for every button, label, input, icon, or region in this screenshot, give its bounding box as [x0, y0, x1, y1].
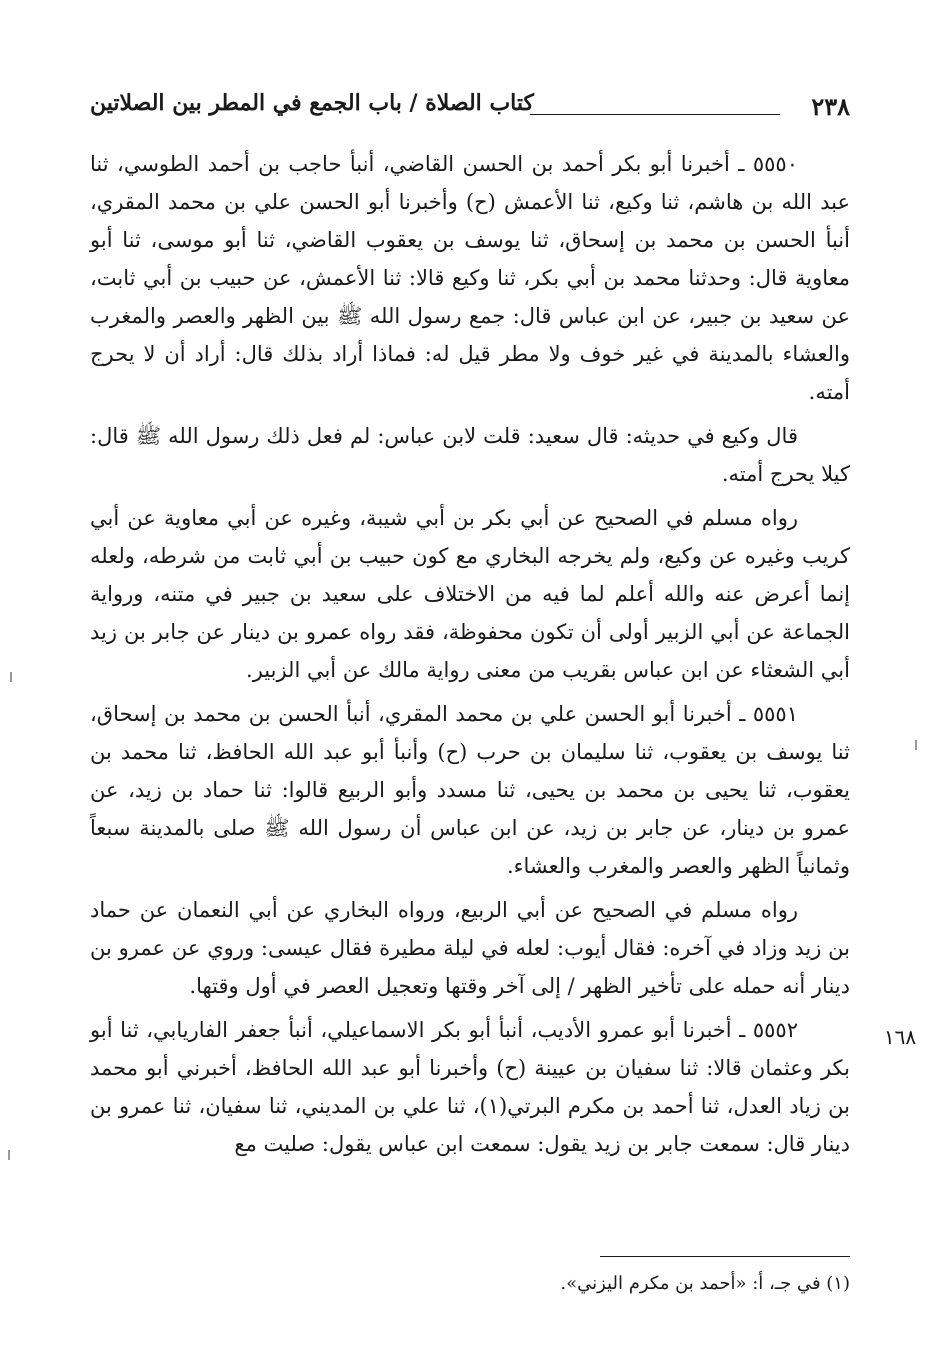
waki-commentary: قال وكيع في حديثه: قال سعيد: قلت لابن عباس: لم فعل ذلك رسول الله ﷺ قال: كيلا يحرج أمته. — [90, 424, 850, 486]
bukhari-narration-note: رواه مسلم في الصحيح عن أبي الربيع، ورواه البخاري عن أبي النعمان عن حماد بن زيد وزاد في آخره: فقال أيوب: لعله في ليلة مطيرة فقال عيسى: وروي عن عمرو بن دينار أنه حمله على تأخير الظهر / إلى آخر وقتها وتعجيل العصر في أول وقتها. — [90, 898, 850, 998]
page-body — [90, 145, 850, 1169]
footnote: (١) في جـ، أ: «أحمد بن مكرم اليزني». — [560, 1273, 850, 1294]
scan-speck — [10, 672, 12, 682]
margin-page-reference: ١٦٨ — [883, 1025, 917, 1049]
hadith-5552: ٥٥٥٢ ـ أخبرنا أبو عمرو الأديب، أنبأ أبو بكر الاسماعيلي، أنبأ جعفر الفاريابي، ثنا أبو بكر وعثمان قالا: ثنا سفيان بن عيينة (ح) وأخبرنا أبو عبد الله الحافظ، أخبرني أبو محمد بن زياد العدل، ثنا أحمد بن مكرم البرتي(١)، ثنا علي بن المديني، ثنا سفيان، ثنا عمرو بن دينار قال: سمعت جابر بن زيد يقول: سمعت ابن عباس يقول: صليت مع — [90, 1018, 850, 1156]
footnote-rule — [600, 1256, 850, 1257]
hadith-5551: ٥٥٥١ ـ أخبرنا أبو الحسن علي بن محمد المقري، أنبأ الحسن بن محمد بن إسحاق، ثنا يوسف بن يعقوب، ثنا سليمان بن حرب (ح) وأنبأ أبو عبد الله الحافظ، ثنا محمد بن يعقوب، ثنا يحيى بن محمد بن يحيى، ثنا مسدد وأبو الربيع قالوا: ثنا حماد بن زيد، عن عمرو بن دينار، عن جابر بن زيد، عن ابن عباس أن رسول الله ﷺ صلى بالمدينة سبعاً وثمانياً الظهر والعصر والمغرب والعشاء. — [90, 702, 850, 878]
hadith-5550: ٥٥٥٠ ـ أخبرنا أبو بكر أحمد بن الحسن القاضي، أنبأ حاجب بن أحمد الطوسي، ثنا عبد الله بن هاشم، ثنا وكيع، ثنا الأعمش (ح) وأخبرنا أبو الحسن علي بن محمد المقري، أنبأ الحسن بن محمد بن إسحاق، ثنا يوسف بن يعقوب القاضي، ثنا أبو موسى، ثنا أبو معاوية قال: وحدثنا محمد بن أبي بكر، ثنا وكيع قالا: ثنا الأعمش، عن حبيب بن أبي ثابت، عن سعيد بن جبير، عن ابن عباس قال: جمع رسول الله ﷺ بين الظهر والعصر والمغرب والعشاء بالمدينة في غير خوف ولا مطر قيل له: فماذا أراد بذلك قال: أراد أن لا يحرج أمته. — [90, 152, 850, 404]
running-title: كتاب الصلاة / باب الجمع في المطر بين الصلاتين — [90, 90, 534, 116]
muslim-narration-note: رواه مسلم في الصحيح عن أبي بكر بن أبي شيبة، وغيره عن أبي معاوية عن أبي كريب وغيره عن وكيع، ولم يخرجه البخاري مع كون حبيب بن أبي ثابت من شرطه، ولعله إنما أعرض عنه والله أعلم لما فيه من الاختلاف على سعيد بن جبير في متنه، ورواية الجماعة عن أبي الزبير أولى أن تكون محفوظة، فقد رواه عمرو بن دينار عن جابر بن زيد أبي الشعثاء عن ابن عباس بقريب من معنى رواية مالك عن أبي الزبير. — [90, 506, 850, 682]
header-rule — [530, 114, 780, 115]
page-header — [90, 88, 850, 128]
page-number: ٢٣٨ — [811, 92, 850, 121]
scan-speck — [915, 740, 917, 750]
scan-speck — [8, 1150, 10, 1160]
